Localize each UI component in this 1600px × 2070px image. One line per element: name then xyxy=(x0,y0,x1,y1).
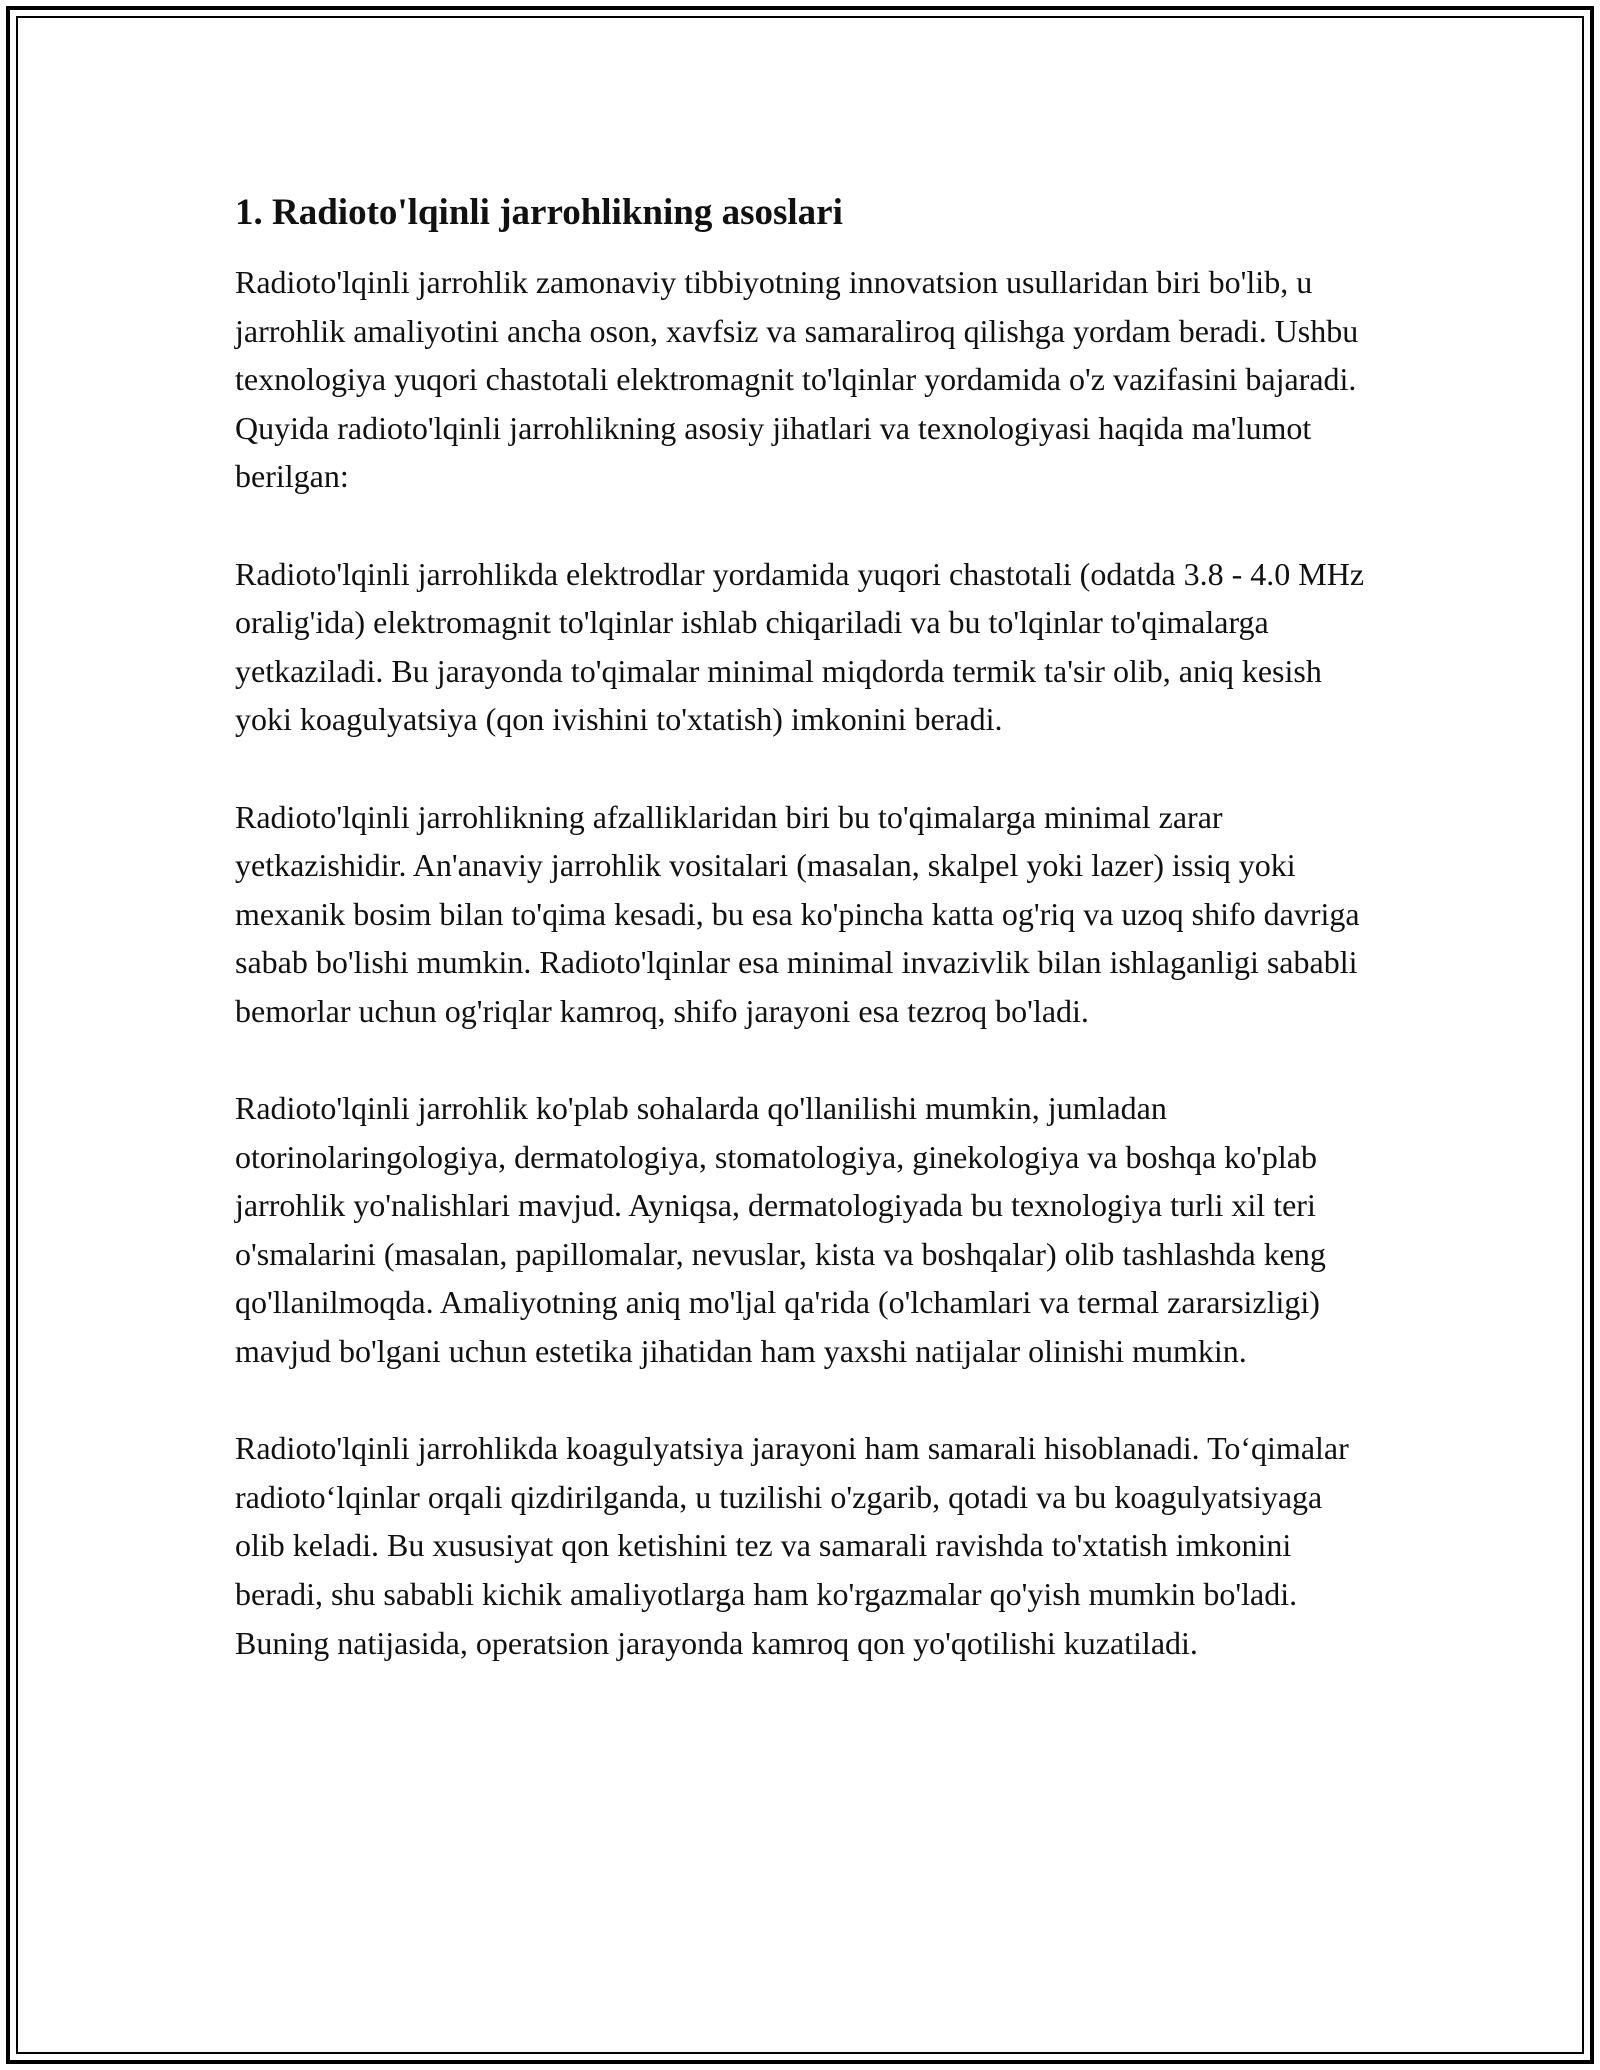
paragraph-intro: Radioto'lqinli jarrohlik zamonaviy tibbiyotning innovatsion usullaridan biri bo'lib, u jarrohlik amaliyotini ancha oson, xavfsiz va samaraliroq qilishga yordam beradi. Ushbu texnologiya yuqori chastotali elektromagnit to'lqinlar yordamida o'z vazifasini bajaradi. Quyida radioto'lqinli jarrohlikning asosiy jihatlari va texnologiyasi haqida ma'lumot berilgan: xyxy=(235,264,1359,495)
document-body xyxy=(235,190,1375,1667)
section-heading: 1. Radioto'lqinli jarrohlikning asoslari xyxy=(235,192,843,233)
paragraph-advantages: Radioto'lqinli jarrohlikning afzalliklaridan biri bu to'qimalarga minimal zarar yetkazishidir. An'anaviy jarrohlik vositalari (masalan, skalpel yoki lazer) issiq yoki mexanik bosim bilan to'qima kesadi, bu esa ko'pincha katta og'riq va uzoq shifo davriga sabab bo'lishi mumkin. Radioto'lqinlar esa minimal invazivlik bilan ishlaganligi sababli bemorlar uchun og'riqlar kamroq, shifo jarayoni esa tezroq bo'ladi. xyxy=(235,798,1360,1029)
paragraph-coagulation: Radioto'lqinli jarrohlikda koagulyatsiya jarayoni ham samarali hisoblanadi. To‘qimalar radioto‘lqinlar orqali qizdirilganda, u tuzilishi o'zgarib, qotadi va bu koagulyatsiyaga olib keladi. Bu xususiyat qon ketishini tez va samarali ravishda to'xtatish imkonini beradi, shu sababli kichik amaliyotlarga ham ko'rgazmalar qo'yish mumkin bo'ladi. Buning natijasida, operatsion jarayonda kamroq qon yo'qotilishi kuzatiladi. xyxy=(235,1430,1349,1661)
paragraph-applications: Radioto'lqinli jarrohlik ko'plab sohalarda qo'llanilishi mumkin, jumladan otorinolaringologiya, dermatologiya, stomatologiya, ginekologiya va boshqa ko'plab jarrohlik yo'nalishlari mavjud. Ayniqsa, dermatologiyada bu texnologiya turli xil teri o'smalarini (masalan, papillomalar, nevuslar, kista va boshqalar) olib tashlashda keng qo'llanilmoqda. Amaliyotning aniq mo'ljal qa'rida (o'lchamlari va termal zararsizligi) mavjud bo'lgani uchun estetika jihatidan ham yaxshi natijalar olinishi mumkin. xyxy=(235,1090,1326,1370)
paragraph-mechanism: Radioto'lqinli jarrohlikda elektrodlar yordamida yuqori chastotali (odatda 3.8 - 4.0 MHz oralig'ida) elektromagnit to'lqinlar ishlab chiqariladi va bu to'lqinlar to'qimalarga yetkaziladi. Bu jarayonda to'qimalar minimal miqdorda termik ta'sir olib, aniq kesish yoki koagulyatsiya (qon ivishini to'xtatish) imkonini beradi. xyxy=(235,555,1365,738)
